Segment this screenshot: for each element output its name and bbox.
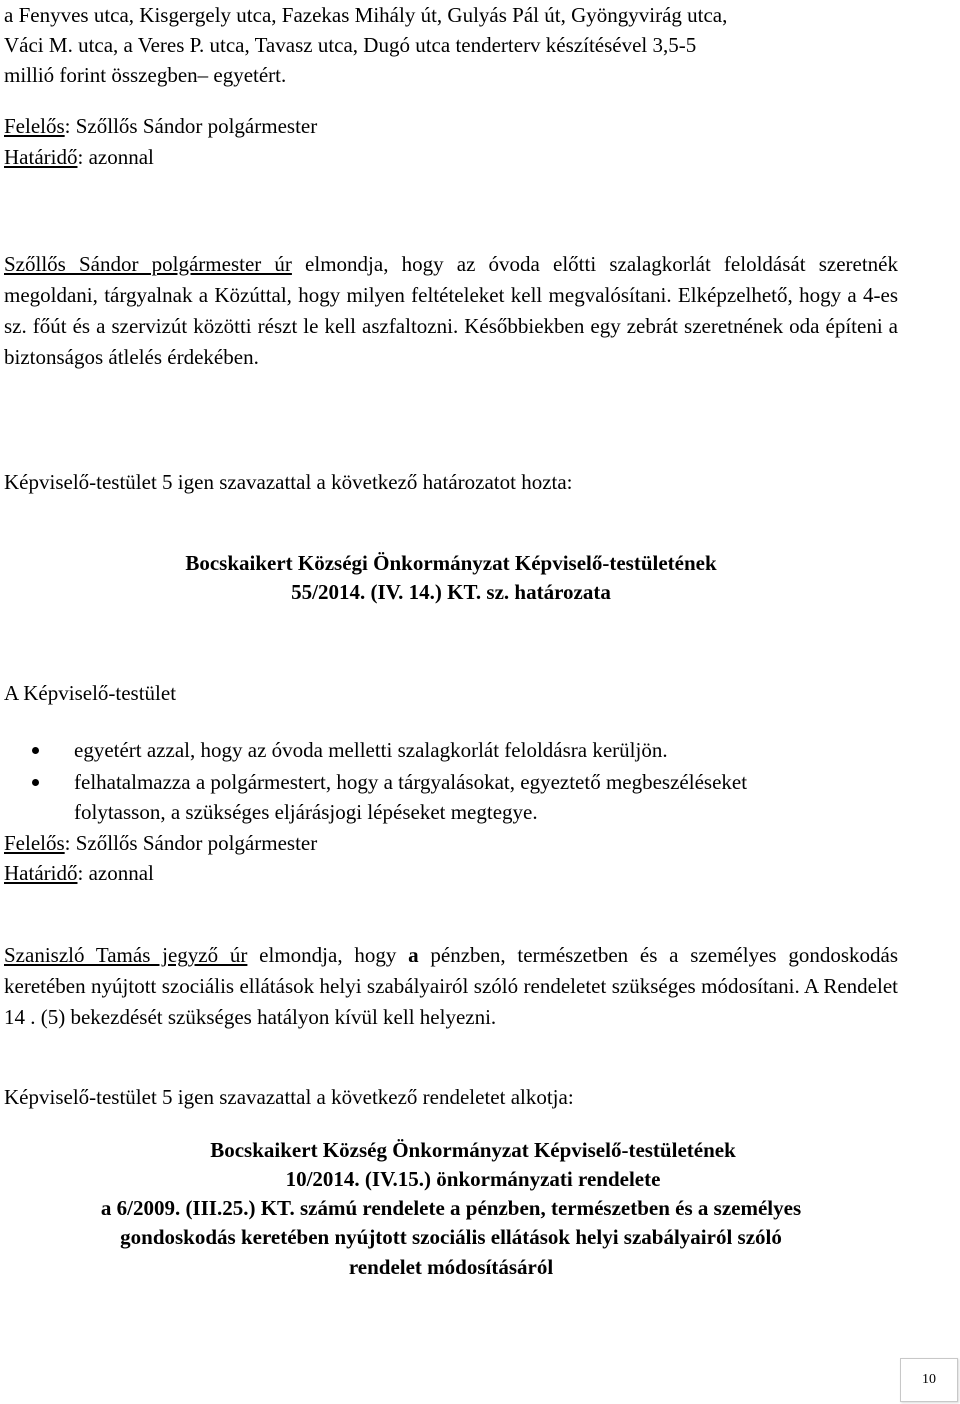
bullet-item-2-text-continued: folytasson, a szükséges eljárásjogi lépéseket megtegye. bbox=[74, 800, 538, 824]
paragraph-1 bbox=[4, 249, 898, 373]
responsible-1 bbox=[4, 111, 317, 141]
intro-line-1: a Fenyves utca, Kisgergely utca, Fazekas Mihály út, Gulyás Pál út, Gyöngyvirág utca, bbox=[4, 3, 728, 27]
paragraph-2 bbox=[4, 940, 898, 1033]
vote-1: Képviselő-testület 5 igen szavazattal a következő határozatot hozta: bbox=[4, 470, 573, 494]
resolution-title: Bocskaikert Községi Önkormányzat Képviselő-testületének bbox=[185, 551, 717, 575]
decree-subject-2: gondoskodás keretében nyújtott szociális ellátások helyi szabályairól szóló bbox=[120, 1225, 782, 1249]
responsible-1-value: : Szőllős Sándor polgármester bbox=[64, 114, 318, 138]
responsible-2-value: : Szőllős Sándor polgármester bbox=[64, 831, 318, 855]
bullet-item-2 bbox=[32, 767, 902, 797]
decree-subject-1: a 6/2009. (III.25.) KT. számú rendelete a pénzben, természetben és a személyes bbox=[100, 1196, 802, 1220]
deadline-2 bbox=[4, 858, 154, 888]
responsible-2-label: Felelős bbox=[4, 831, 65, 855]
decree-title: Bocskaikert Község Önkormányzat Képviselő-testületének bbox=[210, 1138, 736, 1162]
responsible-1-label: Felelős bbox=[4, 114, 65, 138]
page-number: 10 bbox=[900, 1358, 958, 1402]
paragraph-1-text: elmondja, hogy az óvoda előtti szalagkorlát feloldását szeretnék megoldani, tárgyalnak a Közúttal, hogy milyen feltételeket kell megvalósítani. Elképzelhető, hogy a 4-es sz. főút és a szervizút közötti részt le kell aszfaltozni. Későbbiekben egy zebrát szeretnének oda építeni a biztonságos átlelés érdekében. bbox=[4, 252, 898, 369]
paragraph-2-bold: a bbox=[408, 943, 419, 967]
deadline-1-value: : azonnal bbox=[77, 145, 154, 169]
intro-line-2: Váci M. utca, a Veres P. utca, Tavasz utca, Dugó utca tenderterv készítésével 3,5-5 bbox=[4, 33, 697, 57]
paragraph-1-speaker: Szőllős Sándor polgármester úr bbox=[4, 252, 292, 276]
intro-line-3: millió forint összegben– egyetért. bbox=[4, 63, 287, 87]
body-label: A Képviselő-testület bbox=[4, 681, 177, 705]
deadline-1 bbox=[4, 142, 154, 172]
resolution-number: 55/2014. (IV. 14.) KT. sz. határozata bbox=[291, 580, 611, 604]
responsible-2 bbox=[4, 828, 317, 858]
paragraph-2-text-b: pénzben, természetben és a személyes gondoskodás keretében nyújtott szociális ellátások helyi szabályairól szóló rendeletet szükséges módosítani. A Rendelet 14 . (5) bekezdését szükséges hatályon kívül kell helyezni. bbox=[4, 943, 899, 1029]
bullet-item-2-continued bbox=[32, 797, 902, 827]
bullet-item-1-text: egyetért azzal, hogy az óvoda melletti szalagkorlát feloldásra kerüljön. bbox=[74, 738, 668, 762]
paragraph-2-text-a: elmondja, hogy bbox=[247, 943, 409, 967]
deadline-1-label: Határidő bbox=[4, 145, 78, 169]
bullet-item-1 bbox=[32, 735, 902, 765]
deadline-2-label: Határidő bbox=[4, 861, 78, 885]
vote-2: Képviselő-testület 5 igen szavazattal a következő rendeletet alkotja: bbox=[4, 1085, 574, 1109]
decree-number: 10/2014. (IV.15.) önkormányzati rendelete bbox=[285, 1167, 661, 1191]
bullet-dot-icon bbox=[32, 779, 39, 786]
paragraph-2-speaker: Szaniszló Tamás jegyző úr bbox=[4, 943, 248, 967]
bullet-dot-icon bbox=[32, 747, 39, 754]
bullet-item-2-text: felhatalmazza a polgármestert, hogy a tárgyalásokat, egyeztető megbeszéléseket bbox=[74, 770, 748, 794]
decree-subject-3: rendelet módosításáról bbox=[348, 1255, 554, 1279]
deadline-2-value: : azonnal bbox=[77, 861, 154, 885]
